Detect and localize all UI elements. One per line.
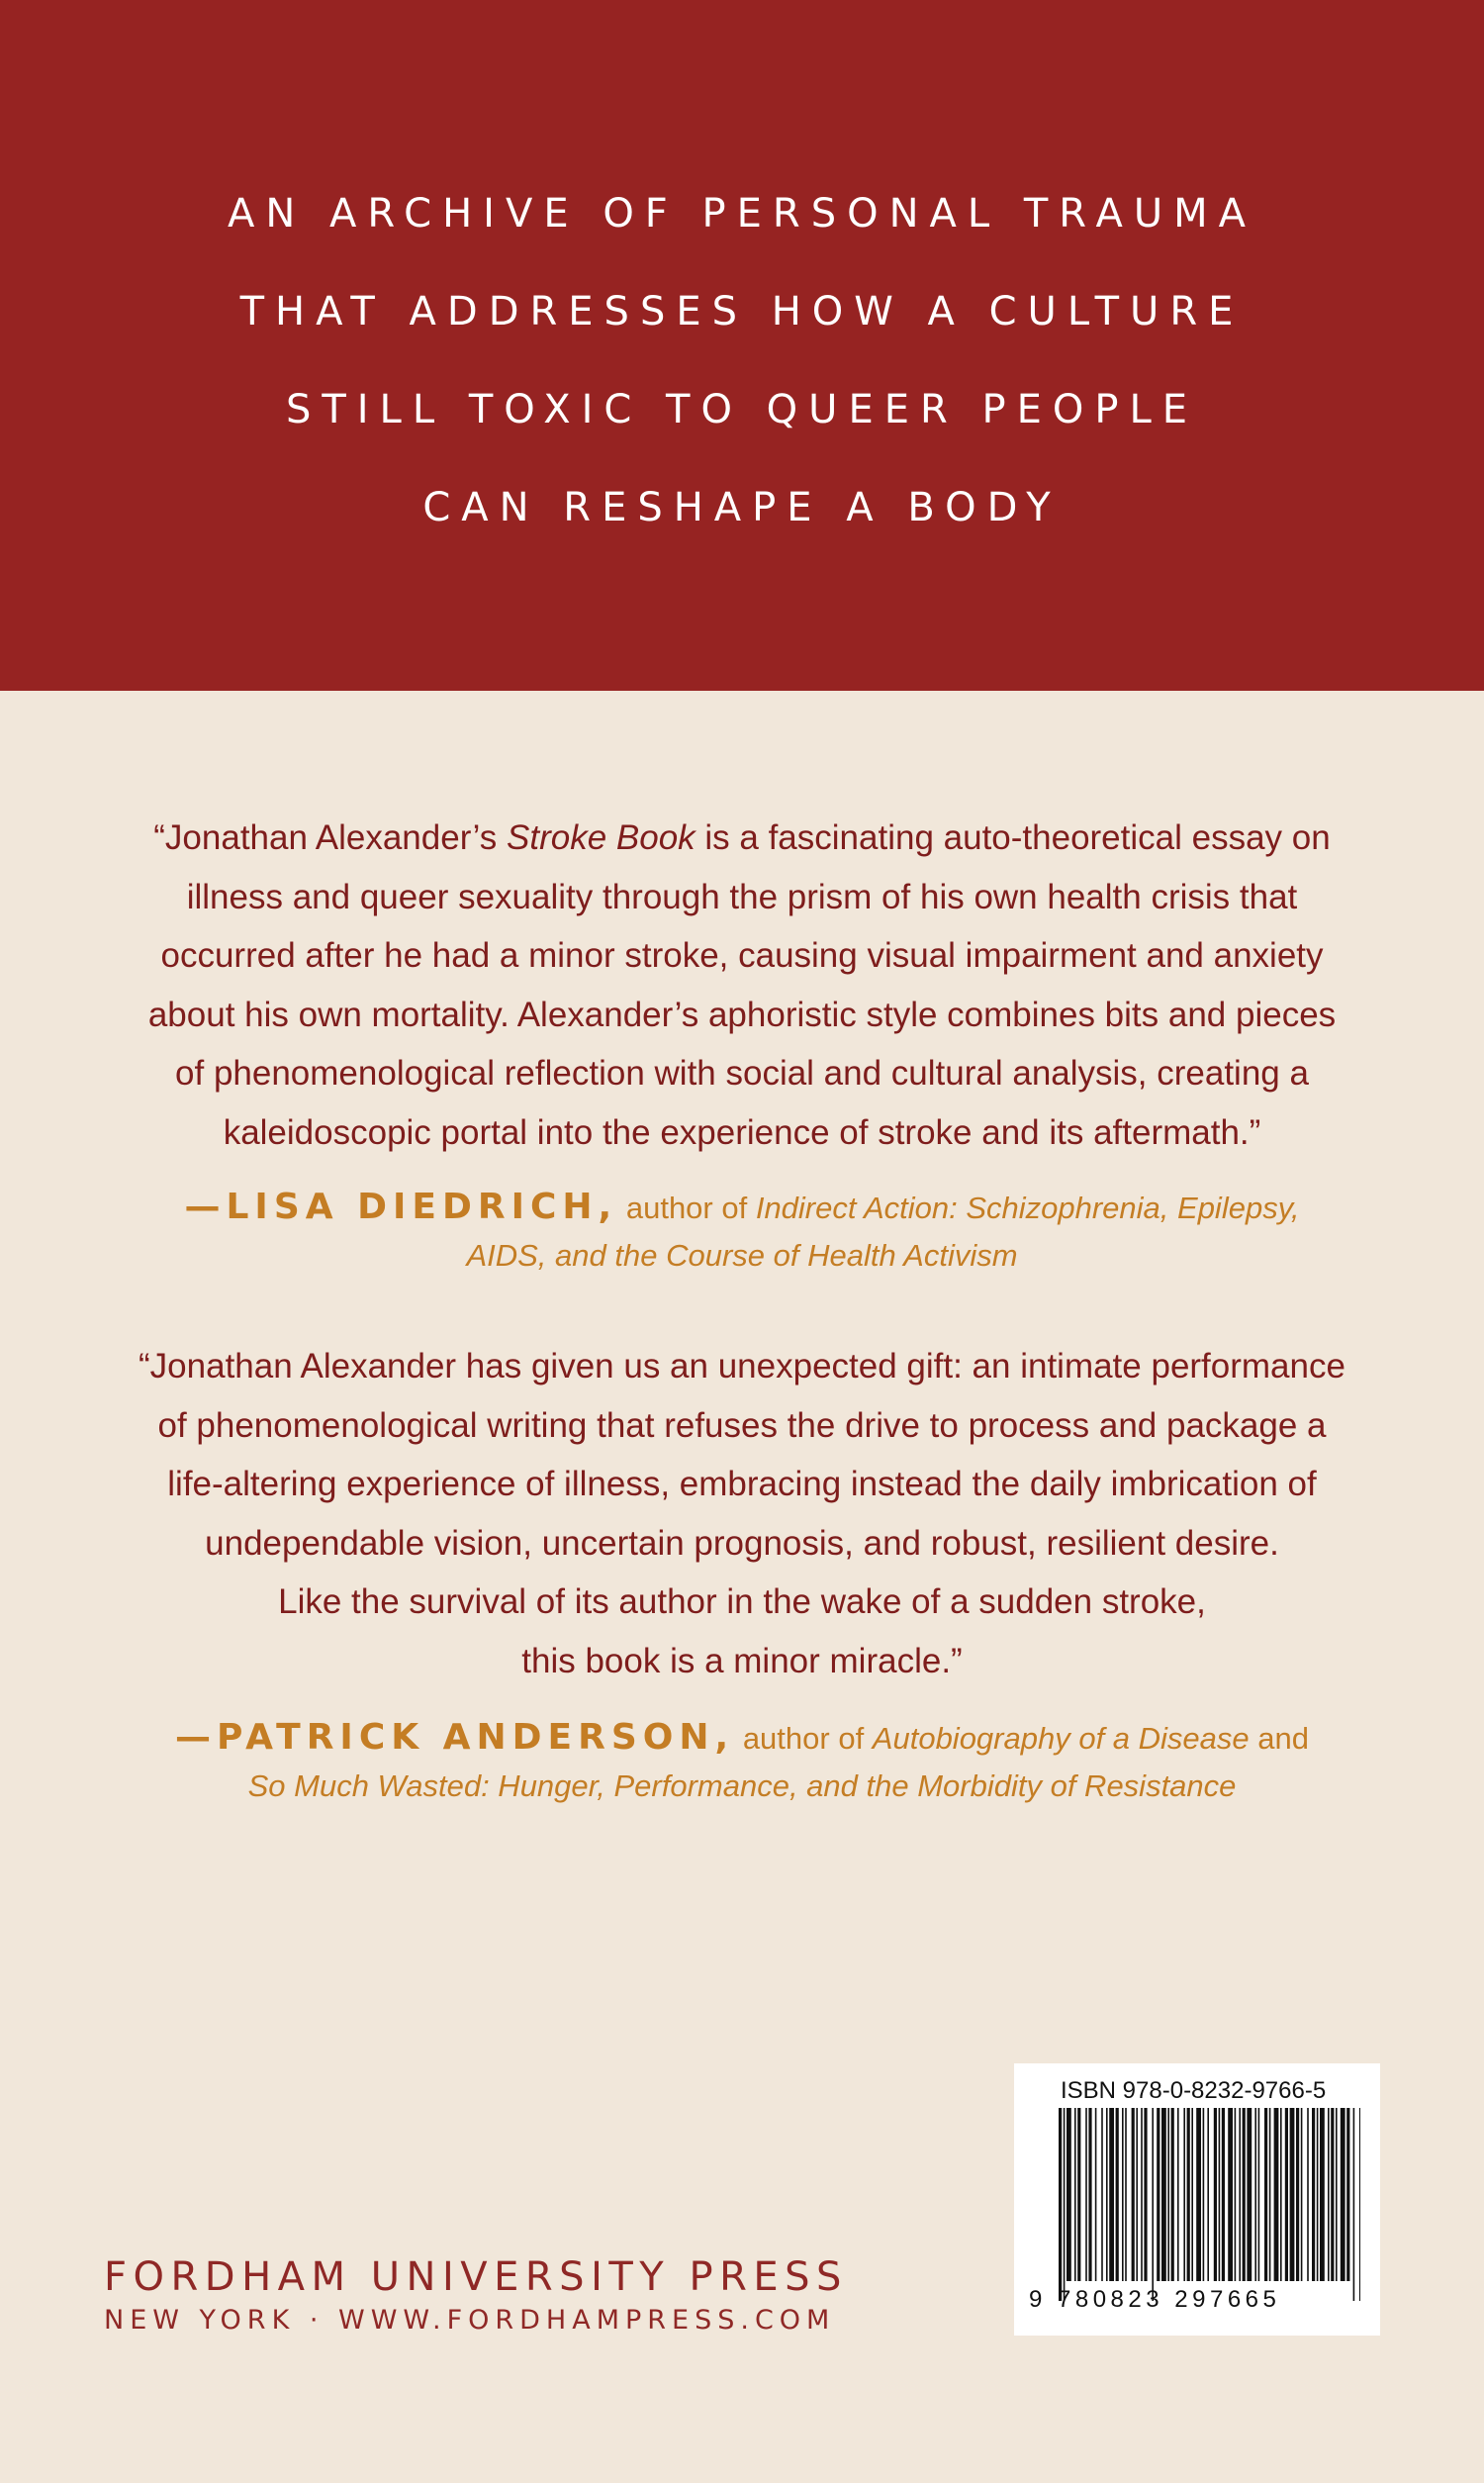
barcode-stripe — [1341, 2108, 1345, 2281]
attribution-book: AIDS, and the Course of Health Activism — [466, 1238, 1018, 1273]
barcode — [1014, 2063, 1380, 2336]
publisher-location-url: NEW YORK · WWW.FORDHAMPRESS.COM — [104, 2305, 836, 2336]
quote-line: undependable vision, uncertain prognosis, and robust, resilient desire. — [205, 1523, 1279, 1563]
barcode-stripe — [1095, 2108, 1097, 2281]
quote-line: this book is a minor miracle.” — [521, 1641, 963, 1680]
barcode-stripe — [1059, 2108, 1062, 2301]
barcode-stripe — [1191, 2108, 1193, 2281]
barcode-stripe — [1122, 2108, 1124, 2281]
attribution-book: Indirect Action: Schizophrenia, Epilepsy, — [755, 1191, 1300, 1225]
barcode-stripe — [1359, 2108, 1360, 2301]
barcode-stripe — [1132, 2108, 1135, 2281]
barcode-stripe — [1106, 2108, 1108, 2281]
publisher-name: FORDHAM UNIVERSITY PRESS — [104, 2254, 848, 2300]
attribution-book: Autobiography of a Disease — [872, 1721, 1250, 1756]
barcode-stripe — [1285, 2108, 1288, 2281]
quote-line: Like the survival of its author in the wake of a sudden stroke, — [278, 1582, 1206, 1621]
barcode-stripe — [1101, 2108, 1103, 2281]
barcode-stripe — [1353, 2108, 1355, 2301]
barcode-stripe — [1264, 2108, 1267, 2281]
barcode-stripe — [1280, 2108, 1282, 2281]
quote-line: “Jonathan Alexander has given us an unexpected gift: an intimate performance — [139, 1347, 1345, 1385]
attribution-book: So Much Wasted: Hunger, Performance, and the Morbidity of Resistance — [247, 1768, 1237, 1803]
barcode-stripe — [1269, 2108, 1271, 2281]
quote-line: illness and queer sexuality through the prism of his own health crisis that — [186, 877, 1298, 916]
barcode-stripe — [1239, 2108, 1241, 2281]
quote-line: of phenomenological writing that refuses the drive to process and package a — [157, 1405, 1327, 1445]
attribution-1: —LISA DIEDRICH, author of Indirect Action: Schizophrenia, Epilepsy, AIDS, and the Course of Health Activism — [89, 1184, 1395, 1280]
barcode-stripe — [1207, 2108, 1209, 2281]
barcode-stripe — [1336, 2108, 1338, 2281]
blurb-quote-1 — [89, 809, 1395, 1162]
quote-line: kaleidoscopic portal into the experience of stroke and its aftermath.” — [223, 1112, 1261, 1152]
barcode-stripe — [1152, 2108, 1154, 2301]
barcode-stripe — [1187, 2108, 1190, 2281]
tagline-line: THAT ADDRESSES HOW A CULTURE — [239, 289, 1245, 334]
barcode-stripe — [1141, 2108, 1143, 2281]
barcode-stripe — [1088, 2108, 1091, 2281]
barcode-stripe — [1346, 2108, 1349, 2281]
barcode-stripe — [1157, 2108, 1159, 2281]
barcode-stripe — [1077, 2108, 1080, 2281]
barcode-stripe — [1235, 2108, 1237, 2281]
barcode-bars — [1059, 2108, 1360, 2301]
barcode-stripe — [1067, 2108, 1071, 2281]
barcode-stripe — [1171, 2108, 1174, 2281]
barcode-stripe — [1214, 2108, 1217, 2281]
barcode-stripe — [1312, 2108, 1315, 2281]
attribution-name: —LISA DIEDRICH, — [184, 1187, 618, 1227]
tagline-line: CAN RESHAPE A BODY — [422, 485, 1062, 530]
barcode-stripe — [1183, 2108, 1185, 2281]
barcode-stripe — [1167, 2108, 1169, 2281]
quote-line: about his own mortality. Alexander’s aphoristic style combines bits and pieces — [147, 995, 1337, 1034]
barcode-stripe — [1254, 2108, 1256, 2281]
tagline-line: AN ARCHIVE OF PERSONAL TRAUMA — [228, 191, 1256, 237]
barcode-stripe — [1203, 2108, 1205, 2281]
attribution-name: —PATRICK ANDERSON, — [175, 1717, 735, 1758]
barcode-stripe — [1109, 2108, 1114, 2281]
barcode-stripe — [1219, 2108, 1221, 2281]
barcode-stripe — [1301, 2108, 1303, 2281]
isbn-label: ISBN 978-0-8232-9766-5 — [1061, 2077, 1327, 2104]
barcode-stripe — [1317, 2108, 1319, 2281]
barcode-stripe — [1290, 2108, 1295, 2281]
barcode-stripe — [1116, 2108, 1119, 2281]
barcode-stripe — [1074, 2108, 1076, 2281]
tagline — [0, 184, 1484, 576]
book-title: Stroke Book — [507, 818, 696, 857]
quote-line: of phenomenological reflection with social and cultural analysis, creating a — [175, 1054, 1309, 1093]
barcode-stripe — [1296, 2108, 1299, 2281]
blurb-quote-2 — [89, 1337, 1395, 1690]
tagline-line: STILL TOXIC TO QUEER PEOPLE — [285, 387, 1199, 432]
barcode-stripe — [1125, 2108, 1127, 2281]
barcode-stripe — [1328, 2108, 1330, 2281]
barcode-stripe — [1258, 2108, 1260, 2281]
barcode-stripe — [1136, 2108, 1138, 2281]
quote-line: “Jonathan Alexander’s Stroke Book is a fascinating auto-theoretical essay on — [153, 818, 1331, 857]
barcode-stripe — [1144, 2108, 1147, 2281]
quote-line: life-altering experience of illness, embracing instead the daily imbrication of — [167, 1465, 1317, 1503]
barcode-stripe — [1177, 2108, 1179, 2281]
barcode-stripe — [1064, 2108, 1066, 2301]
barcode-stripe — [1307, 2108, 1309, 2281]
barcode-digits: 9 780823 297665 — [1029, 2286, 1281, 2313]
barcode-stripe — [1243, 2108, 1246, 2281]
quote-line: occurred after he had a minor stroke, causing visual impairment and anxiety — [160, 936, 1324, 975]
barcode-stripe — [1085, 2108, 1087, 2281]
barcode-stripe — [1161, 2108, 1166, 2281]
barcode-stripe — [1320, 2108, 1325, 2281]
barcode-stripe — [1274, 2108, 1279, 2281]
barcode-stripe — [1222, 2108, 1225, 2281]
barcode-stripe — [1196, 2108, 1201, 2281]
barcode-stripe — [1247, 2108, 1252, 2281]
barcode-stripe — [1331, 2108, 1334, 2281]
attribution-2: —PATRICK ANDERSON, author of Autobiography of a Disease and So Much Wasted: Hunger, Performance, and the Morbidity of Resistance — [89, 1714, 1395, 1810]
barcode-stripe — [1228, 2108, 1233, 2281]
